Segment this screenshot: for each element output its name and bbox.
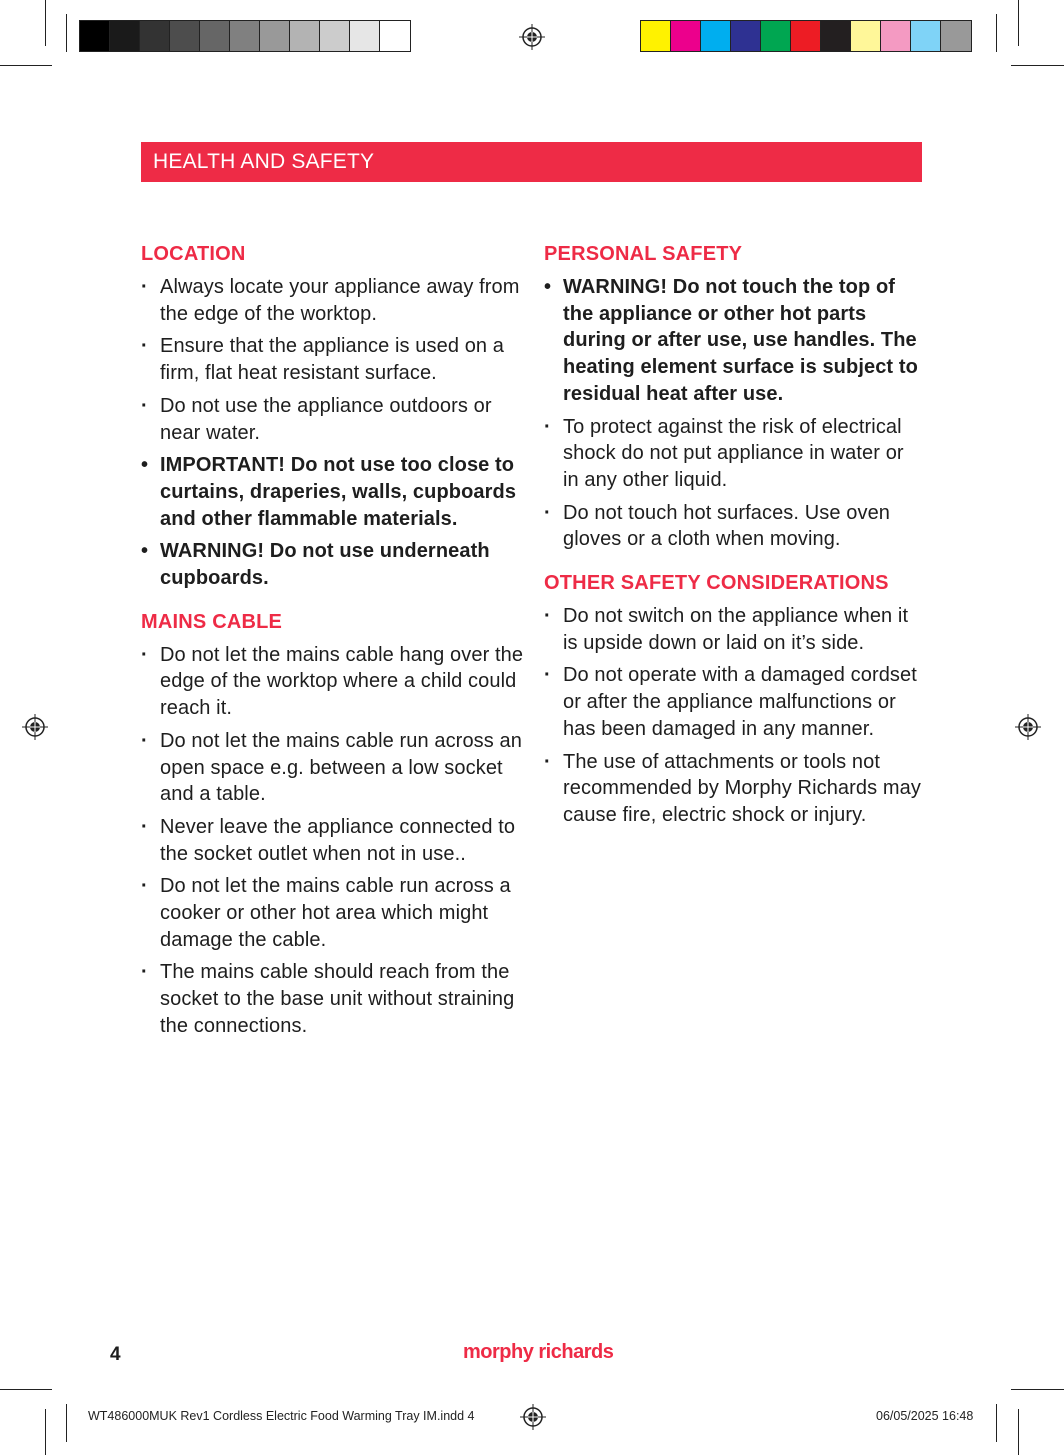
list-item: · Do not operate with a damaged cordset or after the appliance malfunctions or has been damaged in any manner. (544, 662, 924, 742)
crop-mark (1018, 0, 1019, 46)
brand-logo: morphy richards (463, 1341, 614, 1363)
crop-mark (0, 1389, 52, 1390)
color-swatch (941, 21, 971, 51)
color-swatch (791, 21, 821, 51)
color-swatch (110, 21, 140, 51)
list-item: • WARNING! Do not use underneath cupboards. (141, 538, 526, 591)
registration-mark-icon (520, 1404, 546, 1430)
location-list (141, 274, 526, 592)
color-swatch (851, 21, 881, 51)
crop-mark (66, 14, 67, 52)
crop-mark (1011, 65, 1064, 66)
registration-mark-icon (22, 714, 48, 740)
personal-safety-section (544, 240, 924, 553)
crop-mark (996, 14, 997, 52)
color-swatch (140, 21, 170, 51)
list-item: · The mains cable should reach from the socket to the base unit without straining the connections. (141, 959, 526, 1039)
color-swatch (170, 21, 200, 51)
color-swatch (380, 21, 410, 51)
crop-mark (0, 65, 52, 66)
list-item: · To protect against the risk of electrical shock do not put appliance in water or in any other liquid. (544, 414, 924, 494)
location-section (141, 240, 526, 592)
list-item: · Do not let the mains cable run across an open space e.g. between a low socket and a table. (141, 728, 526, 808)
section-title: LOCATION (141, 243, 246, 265)
color-swatch (911, 21, 941, 51)
section-title: MAINS CABLE (141, 610, 283, 633)
color-swatch (350, 21, 380, 51)
list-item: · Do not let the mains cable run across a cooker or other hot area which might damage the cable. (141, 873, 526, 953)
right-column (544, 240, 924, 845)
mains-cable-section (141, 608, 526, 1040)
grayscale-bar (79, 20, 411, 52)
list-item: • IMPORTANT! Do not use too close to curtains, draperies, walls, cupboards and other flammable materials. (141, 452, 526, 532)
slug-date: 06/05/2025 16:48 (876, 1409, 974, 1423)
other-safety-section (544, 569, 924, 829)
color-swatch (80, 21, 110, 51)
list-item: · Do not let the mains cable hang over the edge of the worktop where a child could reach it. (141, 642, 526, 722)
color-swatch (761, 21, 791, 51)
personal-safety-list (544, 274, 924, 553)
list-item: · Ensure that the appliance is used on a firm, flat heat resistant surface. (141, 333, 526, 386)
color-swatch (881, 21, 911, 51)
color-swatch (230, 21, 260, 51)
crop-mark (1011, 1389, 1064, 1390)
section-title: PERSONAL SAFETY (544, 243, 743, 265)
color-swatch (821, 21, 851, 51)
left-column (141, 240, 526, 1056)
crop-mark (66, 1404, 67, 1442)
color-bar (640, 20, 972, 52)
color-swatch (671, 21, 701, 51)
list-item: · Do not use the appliance outdoors or near water. (141, 393, 526, 446)
color-swatch (731, 21, 761, 51)
list-item: · Do not touch hot surfaces. Use oven gloves or a cloth when moving. (544, 500, 924, 553)
crop-mark (45, 1409, 46, 1455)
section-title: OTHER SAFETY CONSIDERATIONS (544, 572, 889, 595)
other-safety-list (544, 603, 924, 829)
color-swatch (641, 21, 671, 51)
list-item: · The use of attachments or tools not recommended by Morphy Richards may cause fire, electric shock or injury. (544, 749, 924, 829)
file-slug: WT486000MUK Rev1 Cordless Electric Food Warming Tray IM.indd 4 (88, 1409, 475, 1423)
list-item: • WARNING! Do not touch the top of the appliance or other hot parts during or after use, use handles. The heating element surface is subject to residual heat after use. (544, 274, 924, 408)
color-swatch (260, 21, 290, 51)
list-item: · Always locate your appliance away from the edge of the worktop. (141, 274, 526, 327)
color-swatch (320, 21, 350, 51)
list-item: · Do not switch on the appliance when it is upside down or laid on it’s side. (544, 603, 924, 656)
page-number: 4 (110, 1344, 121, 1365)
crop-mark (996, 1404, 997, 1442)
registration-mark-icon (519, 24, 545, 50)
mains-cable-list (141, 642, 526, 1040)
crop-mark (1018, 1409, 1019, 1455)
section-header: HEALTH AND SAFETY (141, 142, 922, 182)
color-swatch (200, 21, 230, 51)
crop-mark (45, 0, 46, 46)
color-swatch (290, 21, 320, 51)
registration-mark-icon (1015, 714, 1041, 740)
list-item: · Never leave the appliance connected to the socket outlet when not in use.. (141, 814, 526, 867)
color-swatch (701, 21, 731, 51)
